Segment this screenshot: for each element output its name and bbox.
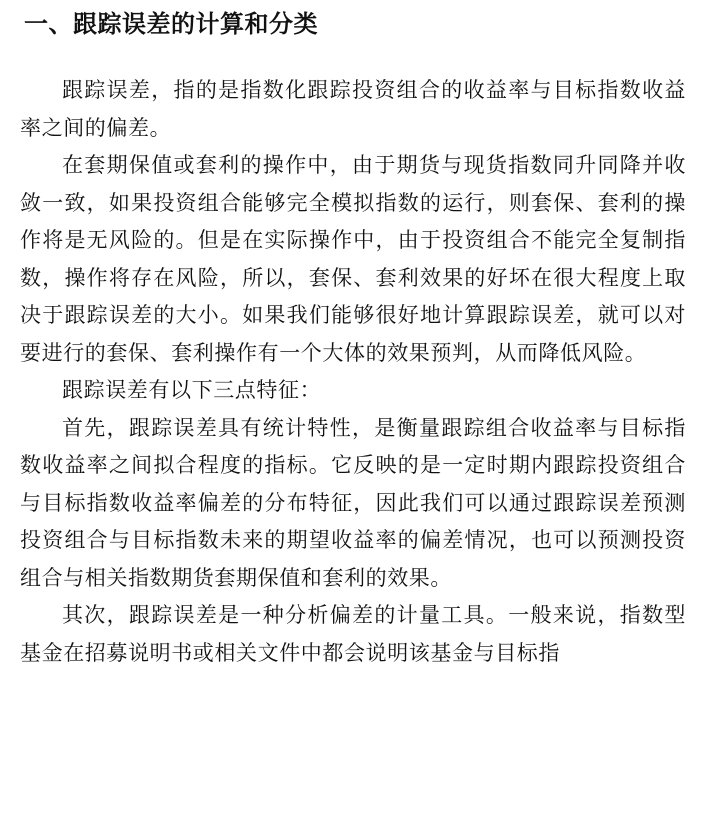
section-heading: 一、跟踪误差的计算和分类	[24, 10, 318, 38]
paragraph-features-intro: 跟踪误差有以下三点特征：	[62, 378, 322, 402]
paragraph-hedging: 在套期保值或套利的操作中，由于期货与现货指数同升同降并收敛一致，如果投资组合能够完全模拟指数的运行，则套保、套利的操作将是无风险的。但是在实际操作中，由于投资组合不能完全复制指数，操作将存在风险，所以，套保、套利效果的好坏在很大程度上取决于跟踪误差的大小。如果我们能够很好地计算跟踪误差，就可以对要进行的套保、套利操作有一个大体的效果预判，从而降低风险。	[20, 153, 686, 365]
paragraph-definition: 跟踪误差，指的是指数化跟踪投资组合的收益率与目标指数收益率之间的偏差。	[20, 78, 686, 140]
body-text	[20, 72, 686, 672]
paragraph-second-feature: 其次，跟踪误差是一种分析偏差的计量工具。一般来说，指数型基金在招募说明书或相关文件中都会说明该基金与目标指	[20, 603, 686, 665]
paragraph-first-feature: 首先，跟踪误差具有统计特性，是衡量跟踪组合收益率与目标指数收益率之间拟合程度的指标。它反映的是一定时期内跟踪投资组合与目标指数收益率偏差的分布特征，因此我们可以通过跟踪误差预测投资组合与目标指数未来的期望收益率的偏差情况，也可以预测投资组合与相关指数期货套期保值和套利的效果。	[20, 415, 686, 590]
